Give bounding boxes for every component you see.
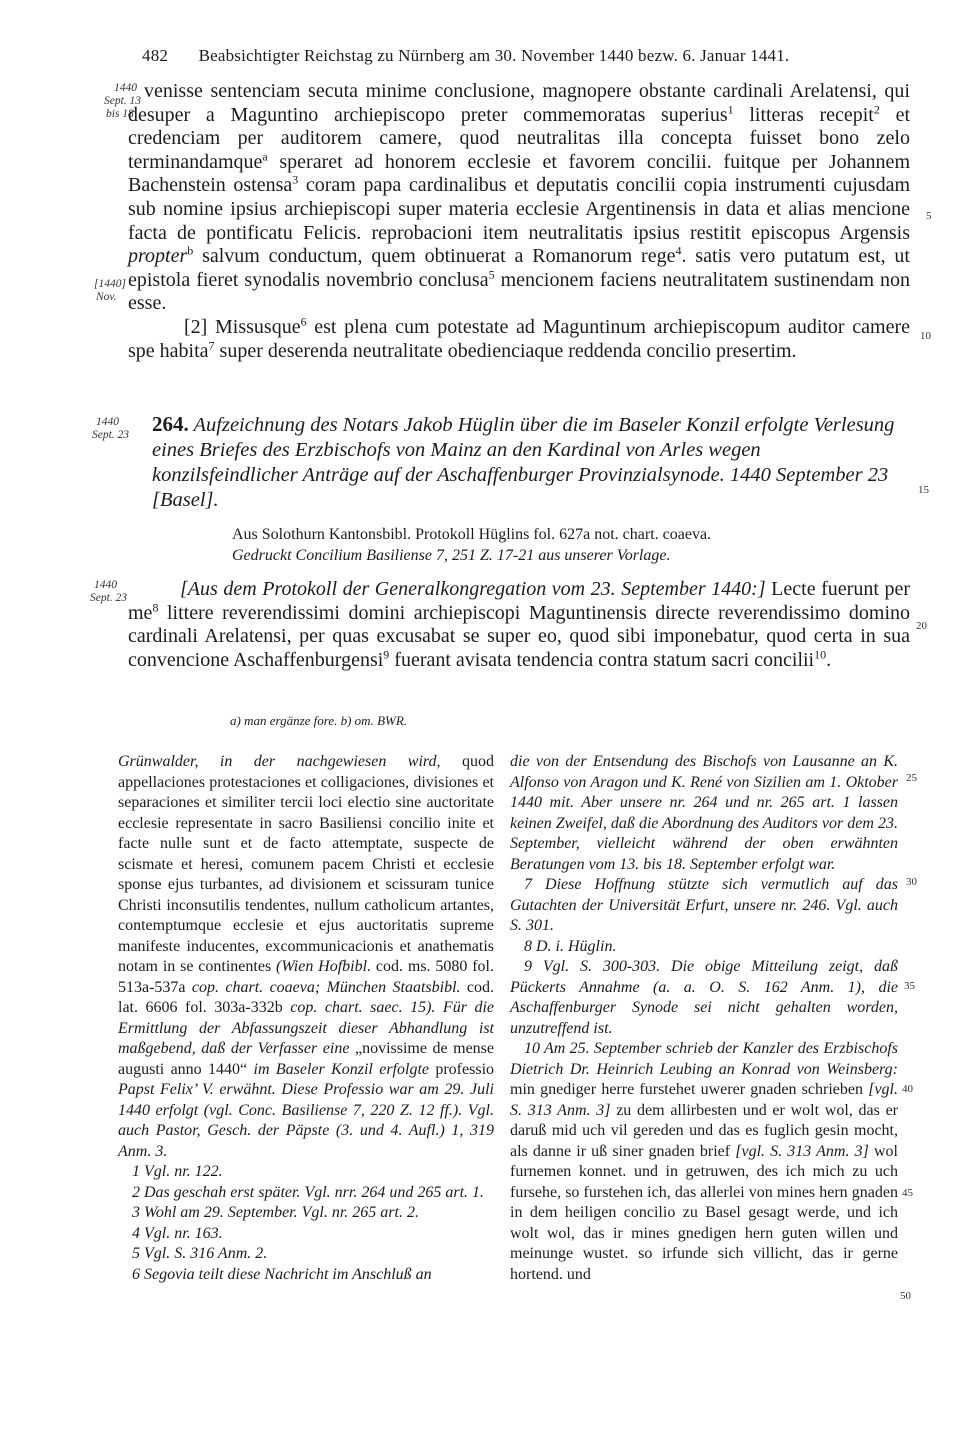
footnote-ref: 6 [300,314,307,329]
paragraph-1: venisse sentenciam secuta minime conclusione, magnopere obstante cardinali Arelatensi, qui desuper a Maguntino archiepiscopo preter commemoratas superius$^1$ litteras recepit$^2$ et credenciam per auditorem camere, quod neutralitas illa concepta fuisset bono zelo terminandamque$^a$ speraret ad honorem ecclesie et favorem concilii. fuitque per Johannem Bachenstein ostensa$^3$ coram papa cardinalibus et deputatis concilii copia instrumenti cujusdam sub nomine ipsius archiepiscopi super materia ecclesie Argentinensis in data et alias mencione facta de pontificatu Felicis. reprobacioni item neutralitatis ipsius restitit episcopus Argensis propter$^b$ salvum conductum, quem obtinuerat a Romanorum rege$^4$. satis vero putatum est, ut epistola fieret synodalis novembrio conclusa$^5$ mencionem faciens neutralitatem sustinendam non esse. [128,80,911,315]
page-number: 482 [142,46,169,65]
line-number: 20 [916,620,927,632]
footnote-3: 3 Wohl am 29. September. Vgl. nr. 265 art. 2. [132,1204,419,1221]
footnote-continuation: Grünwalder, in der nachgewiesen wird, quod appellaciones protestaciones et colligaciones, divisiones et separaciones et similiter tercii loci electio sine auctoritate ecclesie representate in sacro Basiliensi concilio inite et facte nulle sunt et de facto attemptate, suspecte de scismate et heresi, comunem pacem Christi et ecclesie sponse ejus turbantes, ad divisionem et scissuram tunice Christi inconsutilis tendentes, nullum catholicum artantes, contemptumque ecclesie et ejus auctoritatis supreme manifeste inducentes, excommunicacionis et anathematis notam in se continentes (Wien Hofbibl. cod. ms. 5080 fol. 513a-537a cop. chart. coaeva; München Staatsbibl. cod. lat. 6606 fol. 303a-332b cop. chart. saec. 15). Für die Ermittlung der Abfassungszeit dieser Abhandlung ist maßgebend, daß der Verfasser eine „novissime de mense augusti anno 1440“ im Baseler Konzil erfolgte professio Papst Felix’ V. erwähnt. Diese Professio war am 29. Juli 1440 erfolgt (vgl. Conc. Basiliense 7, 220 Z. 12 ff.). Vgl. auch Pastor, Gesch. der Päpste (3. und 4. Aufl.) 1, 319 Anm. 3. [118,753,495,1160]
entry-paragraph: [Aus dem Protokoll der Generalkongregation vom 23. September 1440:] Lecte fuerunt per $me^8$ littere reverendissimi domini archiepiscopi Maguntinensis directe reverendissimo domino cardinali Arelatensi, per quas excusabat se super eo, quod sibi imponebatur, quod certa in sua convencione Aschaffenburgensi$^9$ fuerant avisata tendencia contra statum sacri concilii$^{10}$. [128,578,910,671]
document-number: 264. [152,412,189,436]
footnote-ref: 4 [675,243,682,258]
line-number: 10 [920,330,931,342]
sidenote-month: Nov. [96,291,117,303]
footnotes-right-column [510,752,898,1285]
footnote-ref: 9 [383,647,390,662]
running-header [142,46,842,66]
line-number: 5 [926,210,932,222]
editorial-bracket: [Aus dem Protokoll der Generalkongregation vom 23. September 1440:] [180,578,766,600]
sidenote-doc-date [92,416,129,442]
footnote-10: 10 Am 25. September schrieb der Kanzler des Erzbischofs Dietrich Dr. Heinrich Leubing an Konrad von Weinsberg: min gnediger herre furstehet uwerer gnaden schrieben [vgl. S. 313 Anm. 3] zu dem allirbesten und er wolt wol, das er daruß mid uch vil gereden und das es fuglich gesin mocht, als danne ir uß siner gnaden brief [vgl. S. 313 Anm. 3] wol furnemen konnet. und in getruwen, des ich mich zu uch fursehe, so furstehen ich, das allerlei von mines hern gnaden in dem heiligen concilio zu Basel gesagt werde, und ich wolt wol, das ir mines gnedigen hern guten willen und meinunge wustet. so irfunde sich villicht, das ir gerne hortend. und [510,1040,898,1283]
sidenote-day: Sept. 23 [92,429,130,441]
sidenote-entry-date [90,579,127,605]
footnote-7: 7 Diese Hoffnung stützte sich vermutlich auf das Gutachten der Universität Erfurt, unsere nr. 246. Vgl. auch S. 301. [510,876,898,934]
textual-notes: a) man ergänze fore. b) om. BWR. [230,713,408,728]
document-title: Aufzeichnung des Notars Jakob Hüglin über die im Baseler Konzil erfolgte Verlesung eines Briefes des Erzbischofs von Mainz an den Kardinal von Arles wegen konzilsfeindlicher Anträge auf der Aschaffenburger Provinzialsynode. [152,414,895,486]
footnote-2: 2 Das geschah erst später. Vgl. nrr. 264 und 265 art. 1. [132,1183,485,1201]
line-number: 30 [906,876,917,888]
line-number: 35 [904,980,915,992]
running-title: Beabsichtigter Reichstag zu Nürnberg am 30. November 1440 bezw. 6. Januar 1441. [198,46,790,65]
sidenote-from: Sept. 13 [104,95,142,107]
document-date: 1440 September 23 [Basel]. [152,464,889,511]
main-text [128,80,910,363]
footnotes-left-column [118,752,494,1285]
line-number: 50 [900,1290,911,1302]
paragraph-2: [2] Missusque$^6$ est plena cum potestate ad Maguntinum archiepiscopum auditor camere spe habita$^7$ super deserenda neutralitate obedienciaque reddenda concilio presertim. [128,314,910,362]
document-heading [152,412,908,513]
footnote-ref: 3 [292,172,299,187]
sidenote-year: 1440 [96,416,119,428]
footnote-ref: 5 [488,267,495,282]
line-number: 40 [902,1083,913,1095]
sidenote-year: [1440] [94,278,126,290]
footnote-ref: a [262,149,268,164]
footnote-6-continuation: die von der Entsendung des Bischofs von Lausanne an K. Alfonso von Aragon und K. René von Sizilien am 1. Oktober 1440 mit. Aber unsere nr. 264 und nr. 265 art. 1 lassen keinen Zweifel, daß die Abordnung des Auditors vor dem 23. September, vielleicht während der oben erwähnten Beratungen vom 13. bis 18. September erfolgt war. [510,753,898,873]
source-note [232,524,872,566]
footnote-ref: 7 [208,337,215,352]
sidenote-year: 1440 [94,579,117,591]
footnote-ref: b [187,243,194,258]
footnote-9: 9 Vgl. S. 300-303. Die obige Mitteilung zeigt, daß Pückerts Annahme (a. a. O. S. 162 Anm. 1), die Aschaffenburger Synode sei nicht gehalten worden, unzutreffend ist. [510,958,898,1037]
footnote-1: 1 Vgl. nr. 122. [132,1163,223,1180]
source-manuscript: Aus Solothurn Kantonsbibl. Protokoll Hüglins fol. 627a not. chart. coaeva. [232,526,712,543]
footnote-ref: 2 [873,101,880,116]
footnote-ref: 1 [727,101,734,116]
footnote-8: 8 D. i. Hüglin. [524,937,617,955]
sidenote-to: bis 18 [106,108,134,120]
line-number: 15 [918,484,929,496]
sidenote-year: 1440 [114,82,137,94]
sidenote-day: Sept. 23 [90,592,128,604]
line-number: 25 [906,772,917,784]
document-text [128,578,910,672]
line-number: 45 [902,1187,913,1199]
source-printed: Gedruckt Concilium Basiliense 7, 251 Z. 17-21 aus unserer Vorlage. [232,547,671,564]
footnote-4: 4 Vgl. nr. 163. [132,1224,223,1242]
footnote-6: 6 Segovia teilt diese Nachricht im Anschluß an [132,1265,432,1283]
footnote-ref: 8 [152,599,159,614]
sidenote-november [94,278,126,304]
footnote-ref: 10 [814,647,827,662]
footnote-5: 5 Vgl. S. 316 Anm. 2. [132,1245,268,1262]
